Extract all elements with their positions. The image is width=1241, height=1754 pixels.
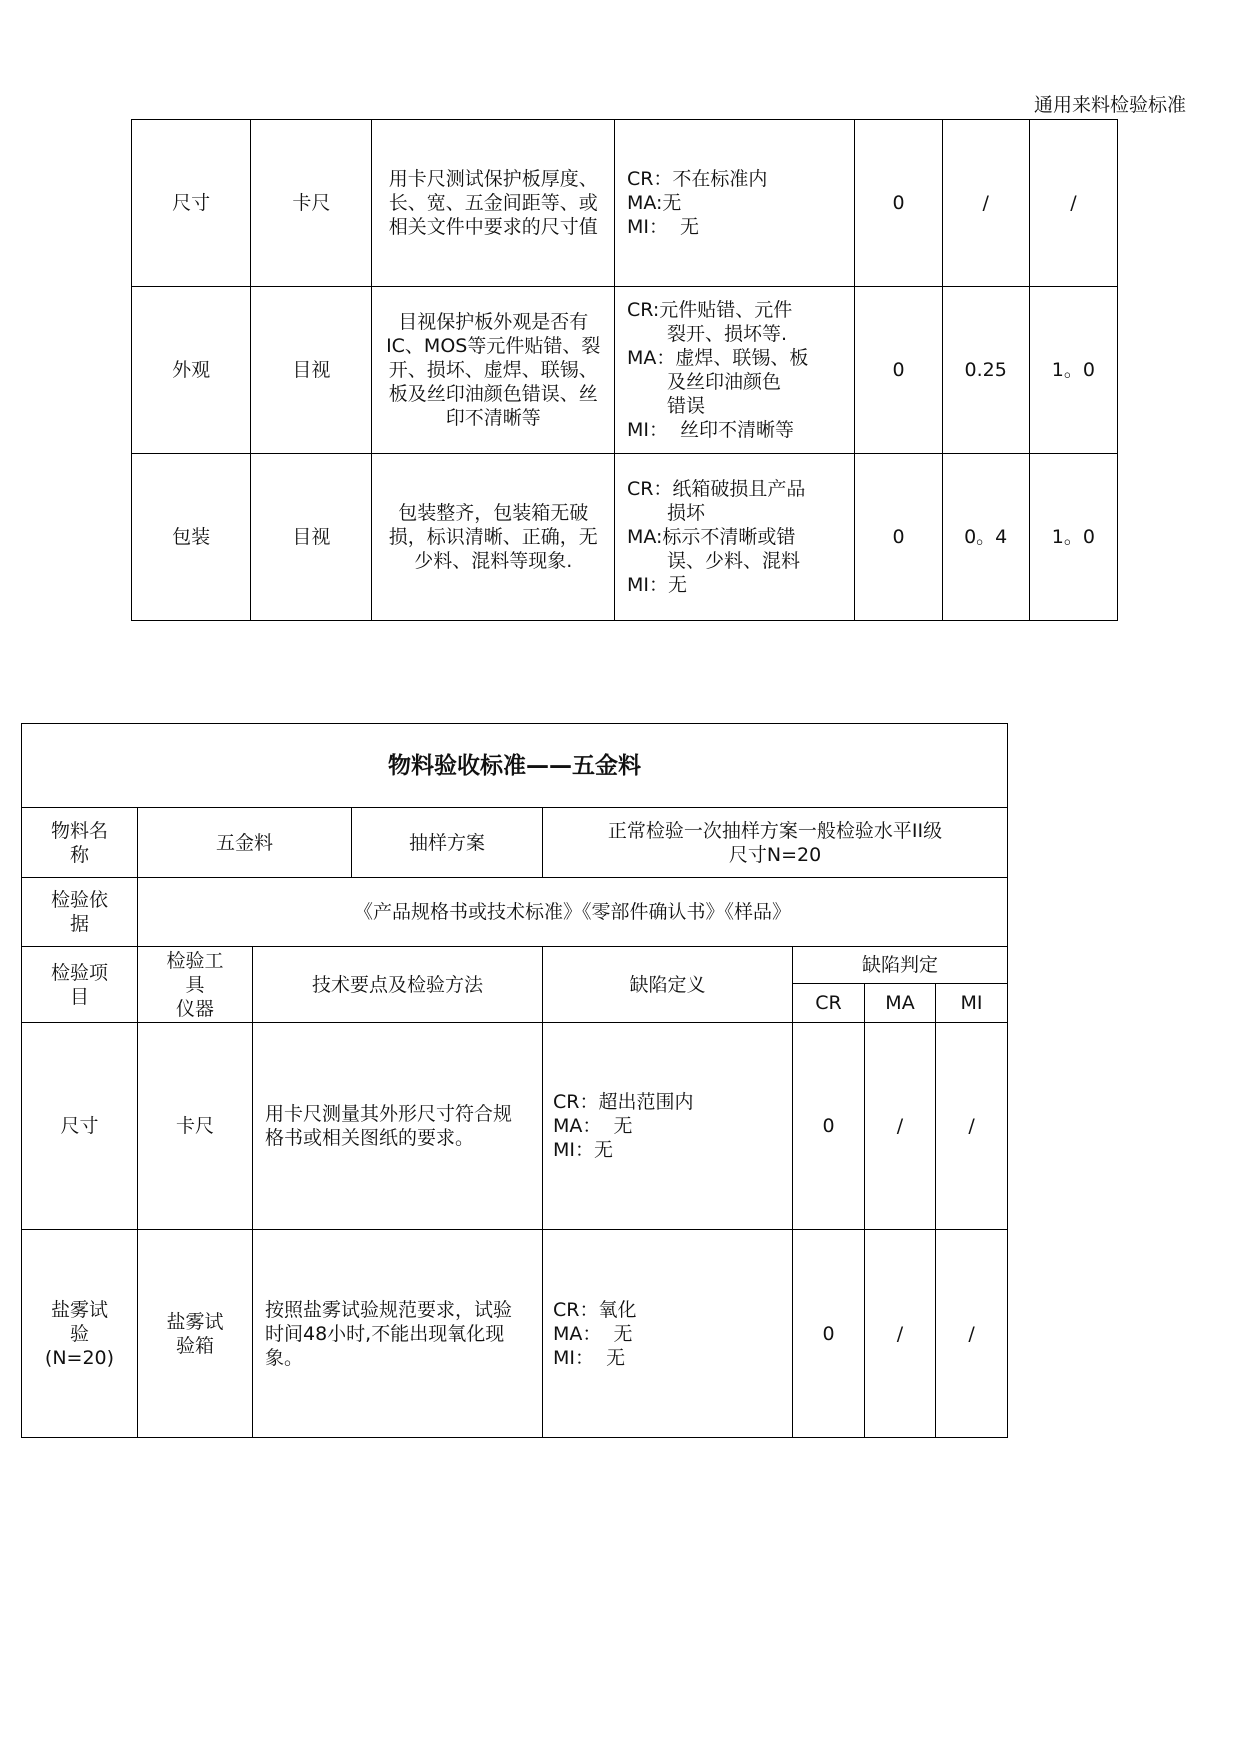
header-method: 技术要点及检验方法 <box>253 947 543 1023</box>
title-row <box>22 724 1008 808</box>
basis-value: 《产品规格书或技术标准》《零部件确认书》《样品》 <box>138 878 1008 947</box>
cr-cell: 0 <box>793 1023 865 1230</box>
defect-cell: CR:元件贴错、元件 裂开、损坏等. MA：虚焊、联锡、板 及丝印油颜色 错误 MI： 丝印不清晰等 <box>614 287 854 454</box>
item-cell: 包装 <box>132 454 251 621</box>
table-row <box>132 120 1118 287</box>
item-cell: 尺寸 <box>132 120 251 287</box>
material-row <box>22 808 1008 878</box>
sampling-plan: 正常检验一次抽样方案一般检验水平II级 尺寸N=20 <box>543 808 1008 878</box>
method-cell: 用卡尺测试保护板厚度、长、宽、五金间距等、或相关文件中要求的尺寸值 <box>372 120 614 287</box>
header-row <box>22 947 1008 984</box>
method-cell: 目视保护板外观是否有IC、MOS等元件贴错、裂开、损坏、虚焊、联锡、板及丝印油颜色错误、丝印不清晰等 <box>372 287 614 454</box>
header-defect: 缺陷定义 <box>543 947 793 1023</box>
sampling-label: 抽样方案 <box>408 831 485 854</box>
ma-cell: / <box>865 1023 936 1230</box>
inspection-table-hardware <box>21 723 1008 1438</box>
header-tool: 检验工 具 仪器 <box>138 947 253 1023</box>
table-row <box>132 287 1118 454</box>
header-judgement: 缺陷判定 <box>793 947 1008 984</box>
defect-cell: CR：超出范围内 MA： 无 MI：无 <box>543 1023 793 1230</box>
method-cell: 按照盐雾试验规范要求，试验时间48小时,不能出现氧化现象。 <box>253 1230 543 1438</box>
ma-cell: / <box>942 120 1029 287</box>
table-row <box>132 454 1118 621</box>
header-item: 检验项 目 <box>22 947 138 1023</box>
material-name-value: 五金料 抽样方案 <box>138 808 543 878</box>
mi-cell: / <box>1029 120 1117 287</box>
ma-cell: 0.25 <box>942 287 1029 454</box>
header-ma: MA <box>865 984 936 1023</box>
cr-cell: 0 <box>855 120 942 287</box>
ma-cell: / <box>865 1230 936 1438</box>
header-cr: CR <box>793 984 865 1023</box>
basis-row <box>22 878 1008 947</box>
cr-cell: 0 <box>855 454 942 621</box>
material-name-label: 物料名 称 <box>22 808 138 878</box>
defect-cell: CR：氧化 MA： 无 MI： 无 <box>543 1230 793 1438</box>
defect-cell: CR：纸箱破损且产品 损坏 MA:标示不清晰或错 误、少料、混料 MI：无 <box>614 454 854 621</box>
tool-cell: 卡尺 <box>251 120 372 287</box>
table-title: 物料验收标准——五金料 <box>22 724 1008 808</box>
page-header: 通用来料检验标准 <box>1033 94 1186 116</box>
table-row <box>22 1023 1008 1230</box>
item-cell: 外观 <box>132 287 251 454</box>
tool-cell: 卡尺 <box>138 1023 253 1230</box>
mi-cell: 1。0 <box>1029 287 1117 454</box>
tool-cell: 目视 <box>251 287 372 454</box>
mi-cell: 1。0 <box>1029 454 1117 621</box>
basis-label: 检验依 据 <box>22 878 138 947</box>
method-cell: 用卡尺测量其外形尺寸符合规格书或相关图纸的要求。 <box>253 1023 543 1230</box>
method-cell: 包装整齐，包装箱无破损，标识清晰、正确，无少料、混料等现象. <box>372 454 614 621</box>
cr-cell: 0 <box>855 287 942 454</box>
cr-cell: 0 <box>793 1230 865 1438</box>
header-mi: MI <box>936 984 1008 1023</box>
inspection-table-protection-board <box>131 119 1118 621</box>
defect-cell: CR：不在标准内 MA:无 MI： 无 <box>614 120 854 287</box>
tool-cell: 目视 <box>251 454 372 621</box>
item-cell: 尺寸 <box>22 1023 138 1230</box>
mi-cell: / <box>936 1230 1008 1438</box>
table-row <box>22 1230 1008 1438</box>
mi-cell: / <box>936 1023 1008 1230</box>
tool-cell: 盐雾试 验箱 <box>138 1230 253 1438</box>
ma-cell: 0。4 <box>942 454 1029 621</box>
item-cell: 盐雾试 验 (N=20) <box>22 1230 138 1438</box>
